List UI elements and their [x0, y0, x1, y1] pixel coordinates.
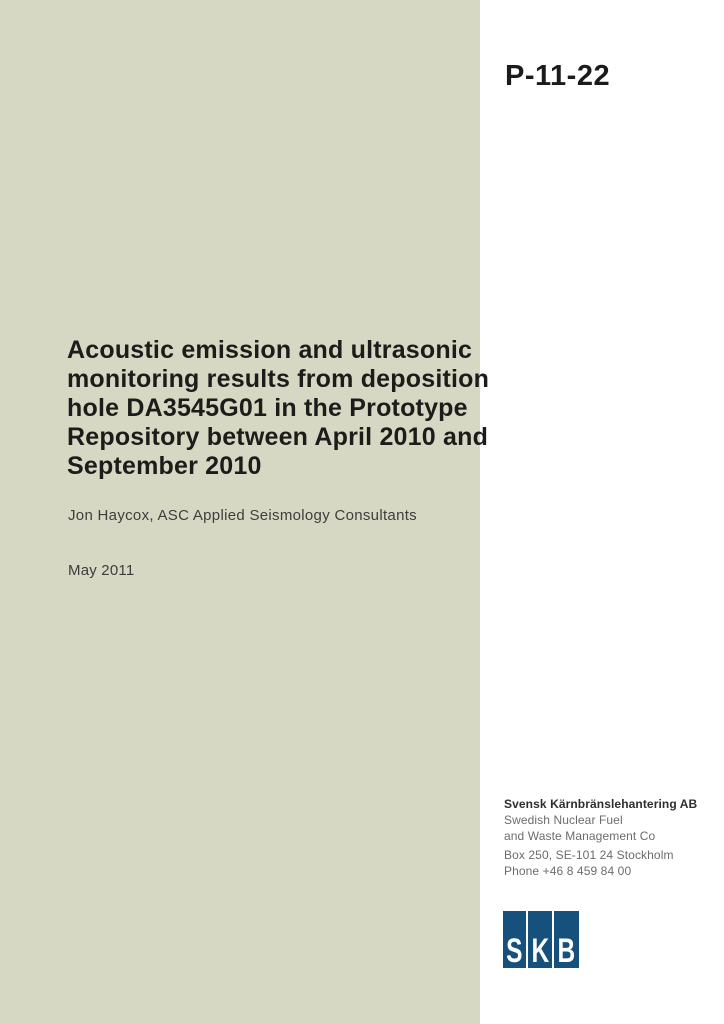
publisher-block [504, 796, 697, 879]
report-title-line: hole DA3545G01 in the Prototype [67, 394, 468, 422]
publisher-address: Box 250, SE-101 24 Stockholm [504, 848, 674, 862]
publisher-contact-group [504, 847, 697, 879]
report-title-line: Repository between April 2010 and [67, 423, 489, 451]
publisher-descriptor-line: and Waste Management Co [504, 829, 656, 843]
report-date: May 2011 [68, 562, 135, 579]
report-title-line: monitoring results from deposition [67, 365, 490, 393]
report-number: P-11-22 [505, 60, 611, 92]
skb-logo [503, 911, 576, 971]
skb-logo-letter: S [506, 932, 523, 971]
skb-logo-bar [528, 911, 553, 971]
publisher-name: Svensk Kärnbränslehantering AB [504, 797, 698, 811]
report-title-line: September 2010 [67, 452, 262, 480]
skb-logo-bar [503, 911, 526, 971]
publisher-phone: Phone +46 8 459 84 00 [504, 864, 632, 878]
skb-logo-letter: B [557, 932, 576, 971]
skb-logo-bar [554, 911, 579, 971]
report-title-line: Acoustic emission and ultrasonic [67, 336, 473, 364]
report-title [67, 336, 489, 481]
publisher-descriptor-line: Swedish Nuclear Fuel [504, 813, 623, 827]
report-author: Jon Haycox, ASC Applied Seismology Consultants [68, 507, 417, 524]
skb-logo-letter: K [531, 932, 549, 971]
